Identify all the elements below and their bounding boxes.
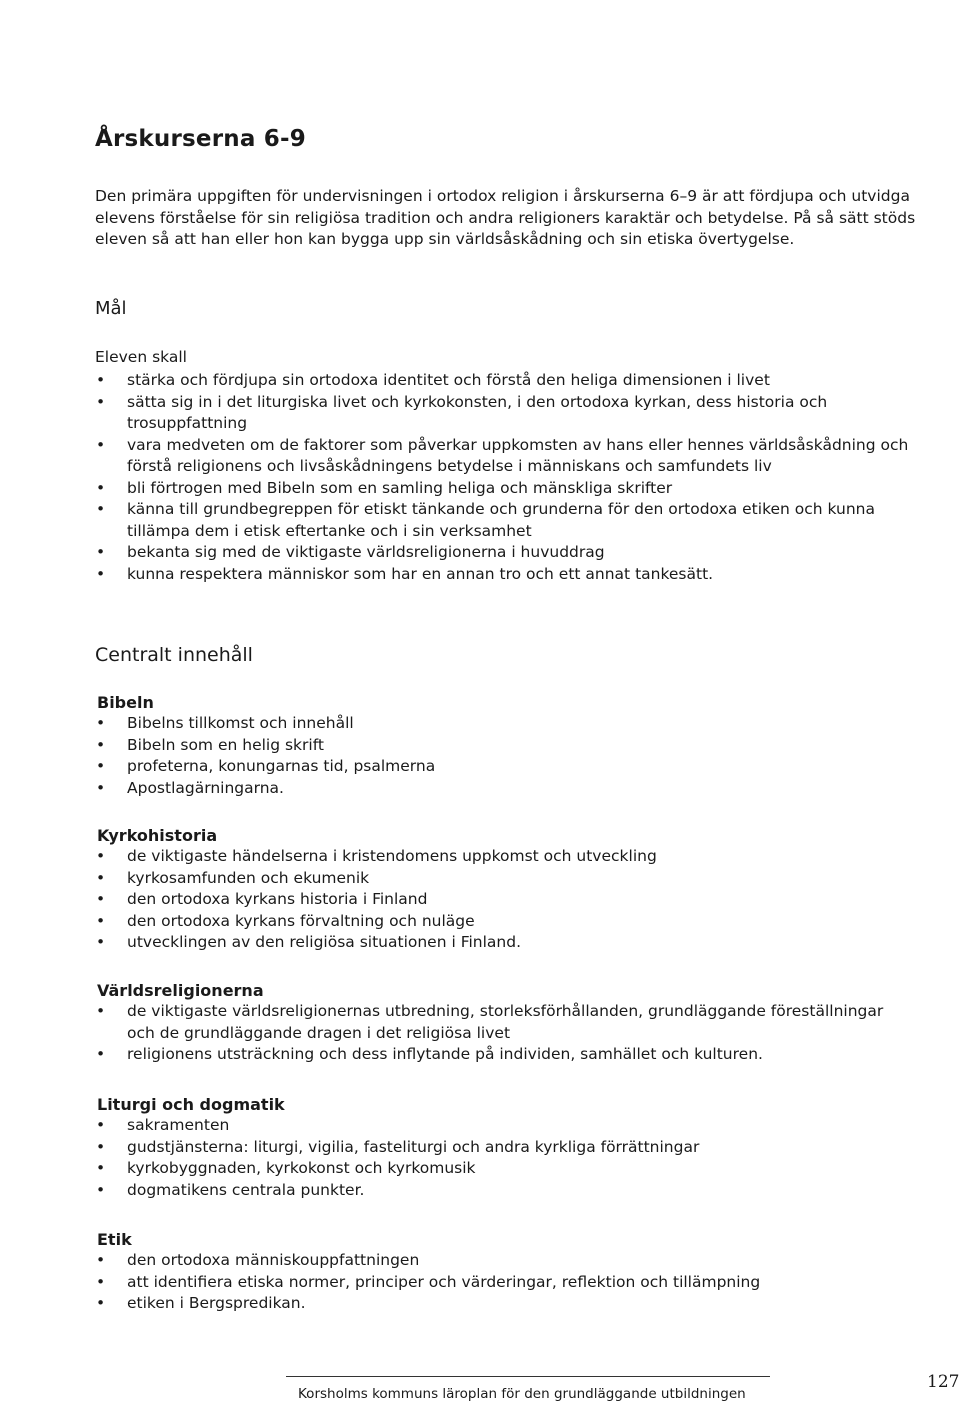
list-item: • Apostlagärningarna.: [95, 778, 895, 800]
goals-lead: Eleven skall: [95, 348, 187, 366]
list-item: • att identifiera etiska normer, principer och värderingar, reflektion och tillämpning: [95, 1272, 895, 1294]
section-list-varldsreligionerna: [95, 1001, 885, 1066]
goal-item: • stärka och fördjupa sin ortodoxa identitet och förstå den heliga dimensionen i livet: [95, 370, 925, 392]
goal-item: • känna till grundbegreppen för etiskt tänkande och grunderna för den ortodoxa etiken och kunna tillämpa dem i etisk eftertanke och i sin verksamhet: [95, 499, 925, 542]
footer-text: Korsholms kommuns läroplan för den grundläggande utbildningen: [298, 1386, 746, 1402]
list-item: • etiken i Bergspredikan.: [95, 1293, 895, 1315]
section-list-bibeln: [95, 713, 895, 799]
section-heading-kyrkohistoria: Kyrkohistoria: [97, 826, 218, 845]
section-heading-etik: Etik: [97, 1230, 132, 1249]
goal-item: • sätta sig in i det liturgiska livet och kyrkokonsten, i den ortodoxa kyrkan, dess historia och trosuppfattning: [95, 392, 925, 435]
goal-item: • vara medveten om de faktorer som påverkar uppkomsten av hans eller hennes världsåskådning och förstå religionens och livsåskådningens betydelse i människans och samfundets liv: [95, 435, 925, 478]
list-item: • den ortodoxa människouppfattningen: [95, 1250, 895, 1272]
list-item: • kyrkosamfunden och ekumenik: [95, 868, 895, 890]
list-item: • profeterna, konungarnas tid, psalmerna: [95, 756, 895, 778]
page-title: Årskurserna 6-9: [95, 126, 306, 152]
goal-item: • kunna respektera människor som har en annan tro och ett annat tankesätt.: [95, 564, 925, 586]
goal-item: • bekanta sig med de viktigaste världsreligionerna i huvuddrag: [95, 542, 925, 564]
section-heading-varldsreligionerna: Världsreligionerna: [97, 981, 264, 1000]
list-item: • den ortodoxa kyrkans förvaltning och nuläge: [95, 911, 895, 933]
goals-heading: Mål: [95, 298, 127, 319]
page-number: 127: [927, 1372, 960, 1392]
section-list-liturgi: [95, 1115, 895, 1201]
list-item: • utvecklingen av den religiösa situationen i Finland.: [95, 932, 895, 954]
list-item: • kyrkobyggnaden, kyrkokonst och kyrkomusik: [95, 1158, 895, 1180]
section-list-kyrkohistoria: [95, 846, 895, 954]
list-item: • Bibeln som en helig skrift: [95, 735, 895, 757]
list-item: • sakramenten: [95, 1115, 895, 1137]
list-item: • gudstjänsterna: liturgi, vigilia, fasteliturgi och andra kyrkliga förrättningar: [95, 1137, 895, 1159]
section-heading-liturgi: Liturgi och dogmatik: [97, 1095, 285, 1114]
list-item: • religionens utsträckning och dess inflytande på individen, samhället och kulturen.: [95, 1044, 885, 1066]
list-item: • dogmatikens centrala punkter.: [95, 1180, 895, 1202]
section-heading-bibeln: Bibeln: [97, 693, 154, 712]
list-item: • de viktigaste händelserna i kristendomens uppkomst och utveckling: [95, 846, 895, 868]
intro-paragraph: Den primära uppgiften för undervisningen i ortodox religion i årskurserna 6–9 är att fördjupa och utvidga elevens förståelse för sin religiösa tradition och andra religioners karaktär och betydelse. På så sätt stöds eleven så att han eller hon kan bygga upp sin världsåskådning och sin etiska övertygelse.: [95, 187, 916, 248]
footer-divider: [286, 1376, 770, 1377]
list-item: • de viktigaste världsreligionernas utbredning, storleksförhållanden, grundläggande föreställningar och de grundläggande dragen i det religiösa livet: [95, 1001, 885, 1044]
section-list-etik: [95, 1250, 895, 1315]
list-item: • Bibelns tillkomst och innehåll: [95, 713, 895, 735]
list-item: • den ortodoxa kyrkans historia i Finland: [95, 889, 895, 911]
content-heading: Centralt innehåll: [95, 644, 253, 666]
goal-item: • bli förtrogen med Bibeln som en samling heliga och mänskliga skrifter: [95, 478, 925, 500]
goals-list: [95, 370, 925, 585]
